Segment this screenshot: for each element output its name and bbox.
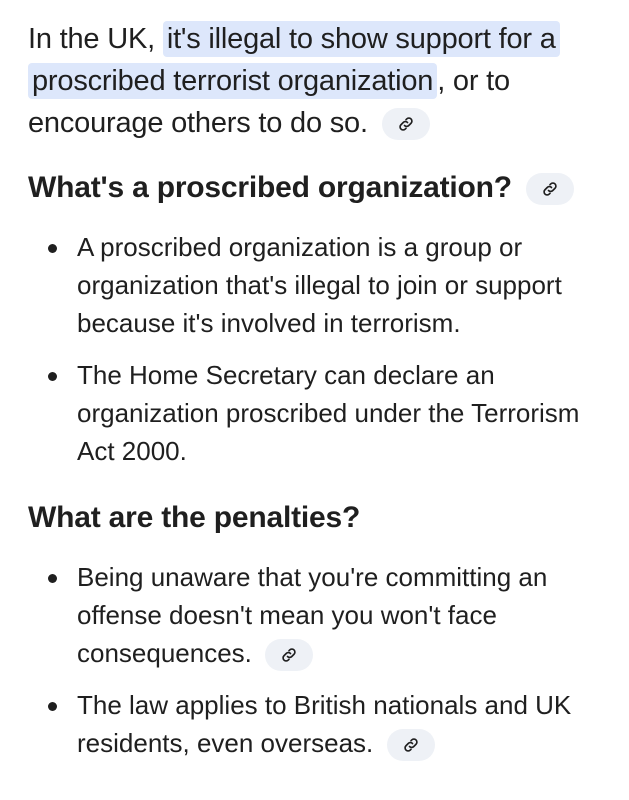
intro-suffix: , or to encourage others to do so. [28,65,510,139]
intro-prefix: In the UK, [28,23,163,55]
section-heading-text: What's a proscribed organization? [28,171,512,204]
intro-paragraph [28,18,590,144]
section-heading-text: What are the penalties? [28,501,361,534]
section-heading-proscribed [28,166,590,210]
list-item: A proscribed organization is a group or organization that's illegal to join or support because it's involved in terrorism. [28,228,590,342]
list-item: The Home Secretary can declare an organization proscribed under the Terrorism Act 2000. [28,356,590,470]
list-item-text: The law applies to British nationals and UK residents, even overseas. [77,690,572,758]
bullet-list-penalties [28,558,590,762]
source-link-chip[interactable] [387,729,435,761]
source-link-chip[interactable] [382,108,430,140]
bullet-list-proscribed [28,228,590,470]
link-icon [397,115,415,133]
link-icon [541,180,559,198]
source-link-chip[interactable] [265,639,313,671]
highlighted-text[interactable]: it's illegal to show support for a proscribed terrorist organization [28,21,560,99]
link-icon [402,736,420,754]
list-item [28,558,590,672]
list-item [28,686,590,762]
heading-link-chip[interactable] [526,173,574,205]
list-item-text: Being unaware that you're committing an offense doesn't mean you won't face consequences. [77,562,548,668]
section-heading-penalties [28,496,590,540]
link-icon [280,646,298,664]
